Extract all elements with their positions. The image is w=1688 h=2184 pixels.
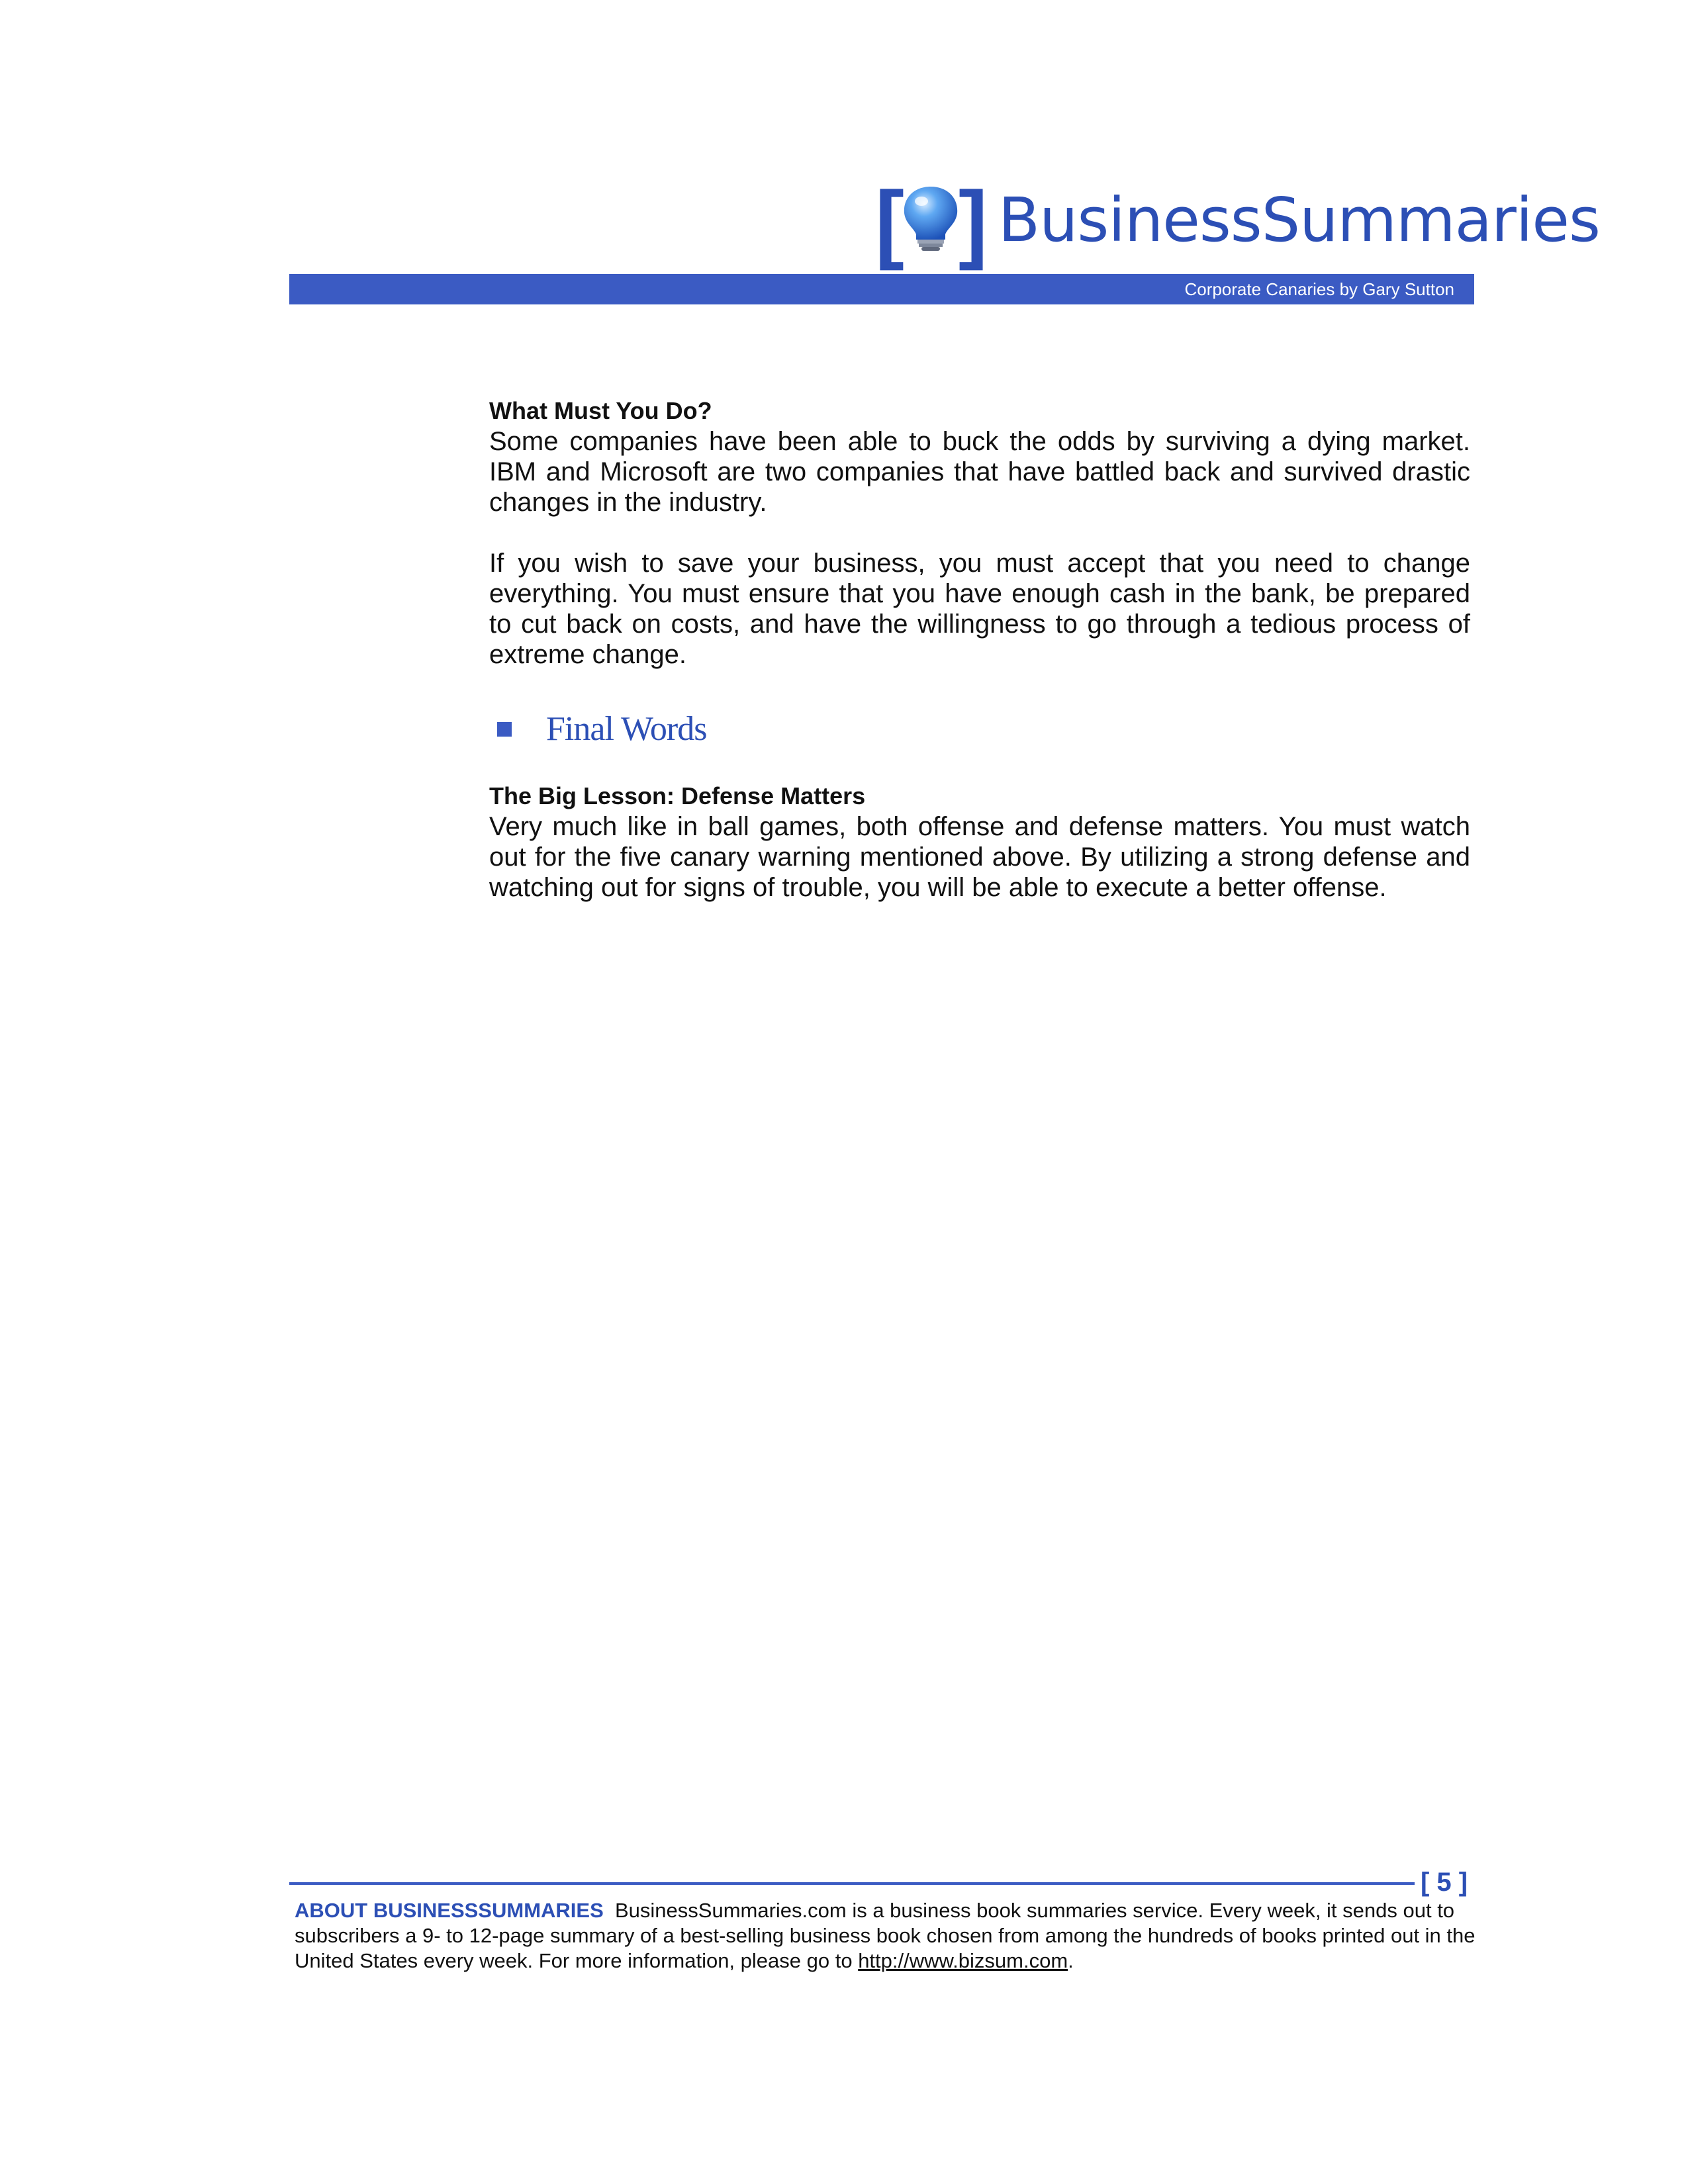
about-text: BusinessSummaries.com is a business book summaries service. Every week, it sends out to subscribers a 9- to 12-page summary of a best-selling business book chosen from among the hundreds of books printed out in the United States every week. For more information, please go to <box>295 1899 1476 1972</box>
paragraph: Very much like in ball games, both offense and defense matters. You must watch out for the five canary warning mentioned above. By utilizing a strong defense and watching out for signs of trouble, you will be able to execute a better offense. <box>489 812 1470 902</box>
book-title: Corporate Canaries by Gary Sutton <box>1184 279 1454 299</box>
logo-left-bracket: [ <box>875 173 904 271</box>
main-content <box>489 396 1470 903</box>
footer-trailing: . <box>1068 1949 1074 1972</box>
final-words-title: Final Words <box>546 710 707 748</box>
logo-wordmark: BusinessSummaries <box>998 185 1600 255</box>
about-label: ABOUT BUSINESSSUMMARIES <box>295 1899 604 1922</box>
logo-right-bracket: ] <box>959 173 988 271</box>
paragraph: Some companies have been able to buck the odds by surviving a dying market. IBM and Microsoft are two companies that have battled back and survived drastic changes in the industry. <box>489 427 1470 517</box>
square-bullet-icon <box>497 722 512 737</box>
paragraph: If you wish to save your business, you must accept that you need to change everything. You must ensure that you have enough cash in the bank, be prepared to cut back on costs, and have the willingness to go through a tedious process of extreme change. <box>489 549 1470 669</box>
lightbulb-icon <box>899 184 962 253</box>
final-words-section-title <box>497 709 1470 749</box>
footer-about <box>295 1898 1479 1974</box>
footer-divider <box>289 1882 1415 1885</box>
page-number: [ 5 ] <box>1421 1868 1468 1897</box>
brand-logo <box>875 173 1600 271</box>
website-link[interactable]: http://www.bizsum.com <box>858 1949 1068 1972</box>
big-lesson-heading: The Big Lesson: Defense Matters <box>489 782 866 809</box>
what-must-you-do-heading: What Must You Do? <box>489 397 712 424</box>
header-bar <box>289 274 1474 304</box>
